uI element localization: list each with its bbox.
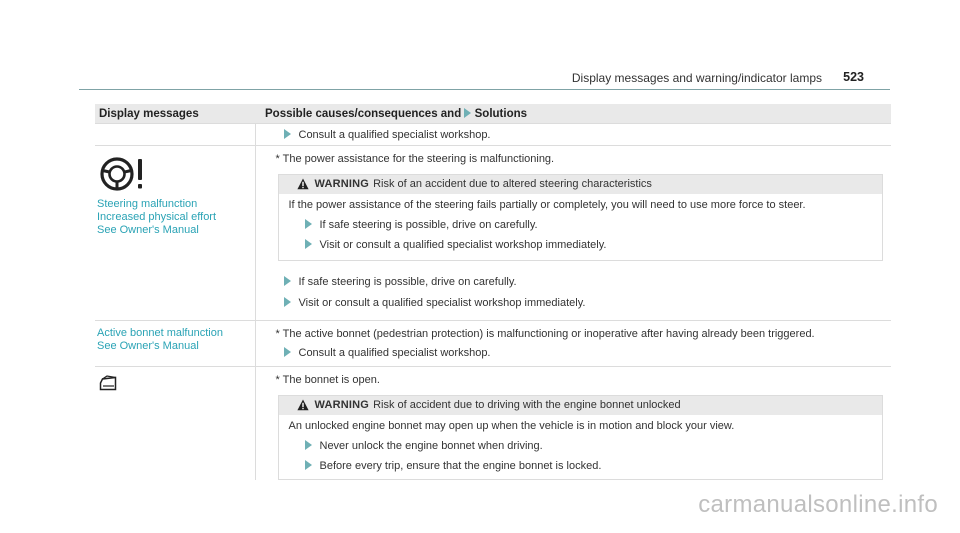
- warning-triangle-icon: [297, 178, 309, 190]
- warning-step: Before every trip, ensure that the engine bonnet is locked.: [289, 459, 875, 473]
- arrow-icon: [305, 219, 312, 229]
- warning-body: If the power assistance of the steering fails partially or completely, you will need to use more force to steer.: [288, 199, 806, 211]
- warning-box: [278, 395, 884, 480]
- solution-step: Consult a qualified specialist workshop.: [256, 346, 892, 360]
- warning-body: An unlocked engine bonnet may open up when the vehicle is in motion and block your view.: [288, 420, 735, 432]
- col-header-causes: [255, 104, 891, 124]
- table-header-row: [95, 104, 891, 124]
- arrow-icon: [464, 108, 471, 118]
- warning-label: WARNING: [314, 178, 370, 190]
- solution-step: Visit or consult a qualified specialist workshop immediately.: [256, 296, 892, 310]
- page-number: 523: [843, 70, 864, 84]
- table-row: [95, 321, 891, 367]
- warning-triangle-icon: [297, 399, 309, 411]
- arrow-icon: [305, 460, 312, 470]
- warning-title: Risk of accident due to driving with the engine bonnet unlocked: [373, 399, 681, 411]
- header-rule: [79, 89, 890, 90]
- col-header-display-messages: Display messages: [95, 104, 255, 124]
- display-message-active-bonnet: Active bonnet malfunction See Owner's Manual: [97, 327, 223, 352]
- col-header-solutions-label: Solutions: [474, 107, 528, 120]
- warning-header: [279, 175, 883, 194]
- col-header-causes-label: Possible causes/consequences and: [265, 107, 462, 120]
- warning-title: Risk of an accident due to altered steering characteristics: [373, 178, 652, 190]
- solution-step: If safe steering is possible, drive on carefully.: [256, 275, 892, 289]
- solution-step: Consult a qualified specialist workshop.: [256, 128, 892, 142]
- warning-box: [278, 174, 884, 261]
- arrow-icon: [284, 347, 291, 357]
- bonnet-open-icon: [99, 375, 117, 391]
- arrow-icon: [305, 239, 312, 249]
- warning-header: [279, 396, 883, 415]
- watermark: carmanualsonline.info: [698, 491, 938, 518]
- display-message-steering: Steering malfunction Increased physical effort See Owner's Manual: [97, 198, 217, 236]
- warning-step: Visit or consult a qualified specialist workshop immediately.: [289, 238, 875, 252]
- table-row: [95, 367, 891, 481]
- arrow-icon: [284, 276, 291, 286]
- warning-step: Never unlock the engine bonnet when driving.: [289, 439, 875, 453]
- display-messages-table: [95, 104, 891, 480]
- arrow-icon: [284, 297, 291, 307]
- steering-warning-icon: [99, 154, 147, 194]
- arrow-icon: [284, 129, 291, 139]
- section-title: Display messages and warning/indicator lamps: [571, 71, 822, 85]
- warning-label: WARNING: [314, 399, 370, 411]
- arrow-icon: [305, 440, 312, 450]
- cause-text: * The power assistance for the steering is malfunctioning.: [275, 153, 555, 165]
- table-row: [95, 124, 891, 146]
- table-row: [95, 146, 891, 321]
- warning-step: If safe steering is possible, drive on carefully.: [289, 218, 875, 232]
- cause-text: * The active bonnet (pedestrian protection) is malfunctioning or inoperative after having already been triggered.: [275, 328, 815, 340]
- cause-text: * The bonnet is open.: [275, 374, 380, 386]
